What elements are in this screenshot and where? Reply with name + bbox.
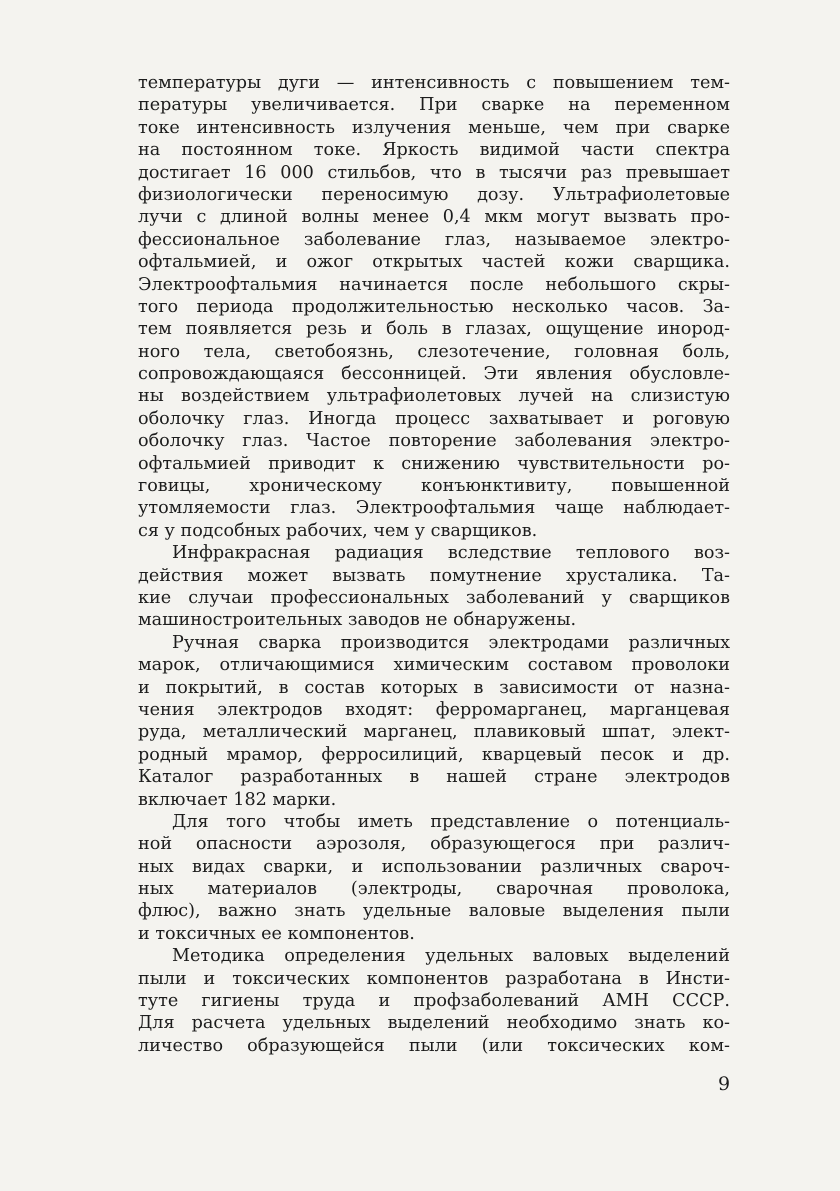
text-line: фессиональное заболевание глаз, называемое электро-: [138, 229, 730, 250]
paragraph-2: [138, 542, 730, 632]
text-line: Для расчета удельных выделений необходимо знать ко-: [138, 1013, 730, 1034]
text-line: оболочку глаз. Частое повторение заболевания электро-: [138, 431, 730, 452]
text-line: руда, металлический марганец, плавиковый шпат, элект-: [138, 722, 730, 743]
text-line: Электроофтальмия начинается после небольшого скры-: [138, 274, 730, 295]
text-line: пыли и токсических компонентов разработана в Инсти-: [138, 968, 730, 989]
text-line: сопровождающаяся бессонницей. Эти явления обусловле-: [138, 364, 730, 385]
text-line: чения электродов входят: ферромарганец, марганцевая: [138, 699, 730, 720]
text-line: того периода продолжительностью несколько часов. За-: [138, 296, 730, 317]
paragraph-4: [138, 811, 730, 945]
text-line: Каталог разработанных в нашей стране электродов: [138, 767, 730, 788]
text-line: физиологически переносимую дозу. Ультрафиолетовые: [138, 184, 730, 205]
text-line: офтальмией приводит к снижению чувствительности ро-: [138, 453, 730, 474]
text-line: оболочку глаз. Иногда процесс захватывает и роговую: [138, 408, 730, 429]
text-line: включает 182 марки.: [138, 789, 337, 810]
text-line: говицы, хроническому конъюнктивиту, повышенной: [138, 476, 730, 497]
text-line: машиностроительных заводов не обнаружены.: [138, 610, 577, 631]
text-line: токе интенсивность излучения меньше, чем при сварке: [138, 117, 730, 138]
text-line: родный мрамор, ферросилиций, кварцевый песок и др.: [138, 744, 730, 765]
text-line: на постоянном токе. Яркость видимой части спектра: [138, 140, 730, 161]
paragraph-5: [138, 945, 730, 1057]
text-line: утомляемости глаз. Электроофтальмия чаще наблюдает-: [138, 498, 730, 519]
text-line: туте гигиены труда и профзаболеваний АМН СССР.: [138, 991, 730, 1012]
text-line: ных материалов (электроды, сварочная проволока,: [138, 879, 730, 900]
text-line: температуры дуги — интенсивность с повышением тем-: [138, 73, 730, 93]
paragraph-3: [138, 632, 730, 811]
text-line: достигает 16 000 стильбов, что в тысячи раз превышает: [138, 162, 730, 183]
text-line: Методика определения удельных валовых выделений: [172, 946, 730, 967]
page-body: [138, 72, 730, 1057]
text-line: флюс), важно знать удельные валовые выделения пыли: [138, 901, 730, 922]
text-line: Инфракрасная радиация вследствие теплового воз-: [172, 543, 730, 564]
text-line: ся у подсобных рабочих, чем у сварщиков.: [138, 520, 538, 541]
text-line: действия может вызвать помутнение хрусталика. Та-: [138, 565, 730, 586]
text-line: и токсичных ее компонентов.: [138, 923, 415, 944]
text-line: ных видах сварки, и использовании различных свароч-: [138, 856, 730, 877]
text-line: кие случаи профессиональных заболеваний у сварщиков: [138, 587, 730, 608]
text-line: ного тела, светобоязнь, слезотечение, головная боль,: [138, 341, 730, 362]
text-line: марок, отличающимися химическим составом проволоки: [138, 655, 730, 676]
text-line: тем появляется резь и боль в глазах, ощущение инород-: [138, 319, 730, 340]
text-line: ны воздействием ультрафиолетовых лучей на слизистую: [138, 386, 730, 407]
text-line: Ручная сварка производится электродами различных: [172, 632, 730, 653]
page-number: 9: [718, 1073, 731, 1095]
paragraph-1: [138, 72, 730, 542]
text-line: офтальмией, и ожог открытых частей кожи сварщика.: [138, 252, 730, 273]
text-line: ной опасности аэрозоля, образующегося при различ-: [138, 834, 730, 855]
text-line: пературы увеличивается. При сварке на переменном: [138, 95, 730, 116]
text-line: и покрытий, в состав которых в зависимости от назна-: [138, 677, 730, 698]
text-line: личество образующейся пыли (или токсических ком-: [138, 1035, 730, 1056]
text-line: лучи с длиной волны менее 0,4 мкм могут вызвать про-: [138, 207, 730, 228]
text-line: Для того чтобы иметь представление о потенциаль-: [172, 811, 730, 832]
